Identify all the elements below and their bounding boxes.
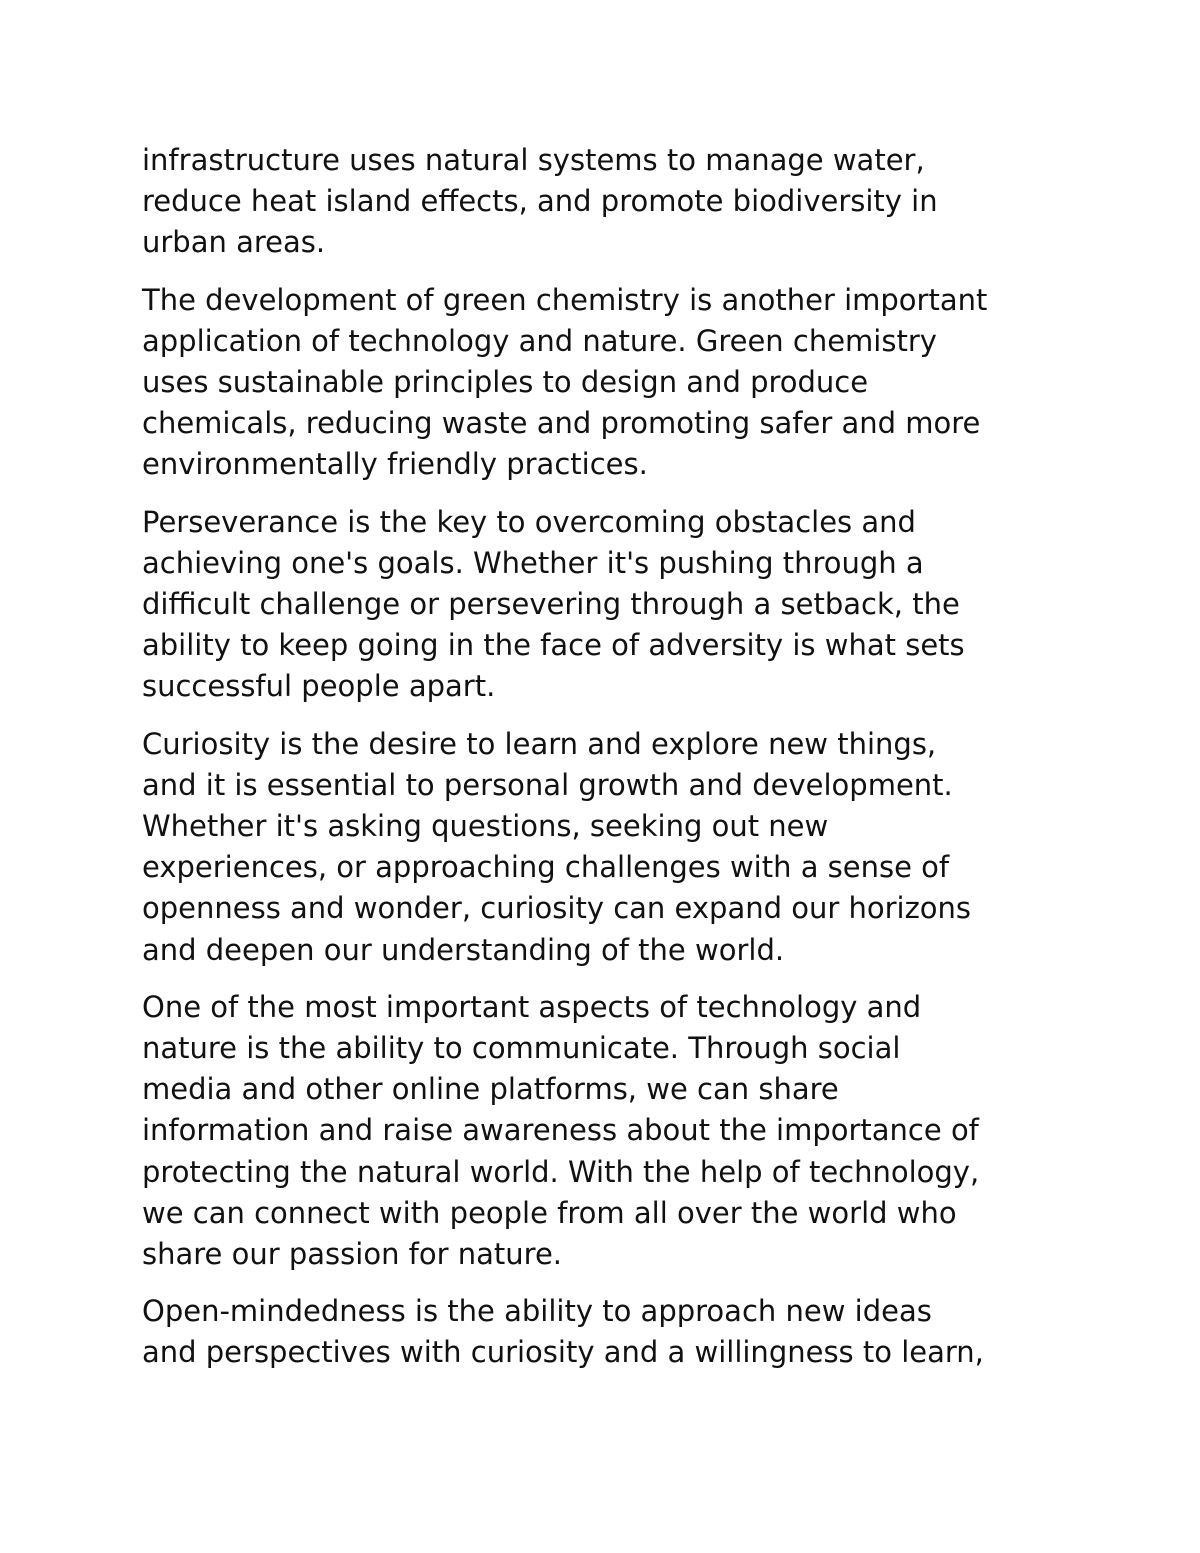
text-line: Perseverance is the key to overcoming obstacles and [142,504,916,539]
text-line: chemicals, reducing waste and promoting safer and more [142,406,981,441]
paragraph-communication [142,987,1082,1275]
text-line: and perspectives with curiosity and a willingness to learn, [142,1335,984,1370]
paragraph-open-mindedness [142,1291,1082,1373]
paragraph-perseverance [142,502,1082,708]
text-line: experiences, or approaching challenges with a sense of [142,850,950,885]
text-line: environmentally friendly practices. [142,447,648,482]
text-line: information and raise awareness about the importance of [142,1113,979,1148]
text-line: achieving one's goals. Whether it's pushing through a [142,545,924,580]
paragraph-green-chemistry [142,280,1082,486]
text-line: Open-mindedness is the ability to approach new ideas [142,1294,932,1329]
text-line: share our passion for nature. [142,1237,563,1272]
text-line: urban areas. [142,225,326,260]
text-line: Whether it's asking questions, seeking out new [142,809,829,844]
text-line: infrastructure uses natural systems to manage water, [142,143,925,177]
text-line: difficult challenge or persevering through a setback, the [142,587,960,622]
text-line: The development of green chemistry is another important [142,282,988,317]
paragraph-green-infrastructure [142,140,1082,264]
text-line: application of technology and nature. Green chemistry [142,323,937,358]
body-text [142,140,1082,1390]
text-line: openness and wonder, curiosity can expand our horizons [142,891,972,926]
text-line: we can connect with people from all over the world who [142,1195,957,1230]
text-line: reduce heat island effects, and promote biodiversity in [142,184,938,219]
text-line: protecting the natural world. With the help of technology, [142,1154,980,1189]
text-line: uses sustainable principles to design and produce [142,365,869,400]
text-line: successful people apart. [142,669,496,704]
text-line: ability to keep going in the face of adversity is what sets [142,628,965,663]
text-line: One of the most important aspects of technology and [142,989,922,1024]
text-line: and it is essential to personal growth and development. [142,767,953,802]
text-line: Curiosity is the desire to learn and explore new things, [142,726,937,761]
paragraph-curiosity [142,724,1082,971]
text-line: media and other online platforms, we can share [142,1072,839,1107]
text-line: and deepen our understanding of the world. [142,932,785,967]
text-line: nature is the ability to communicate. Through social [142,1031,901,1066]
